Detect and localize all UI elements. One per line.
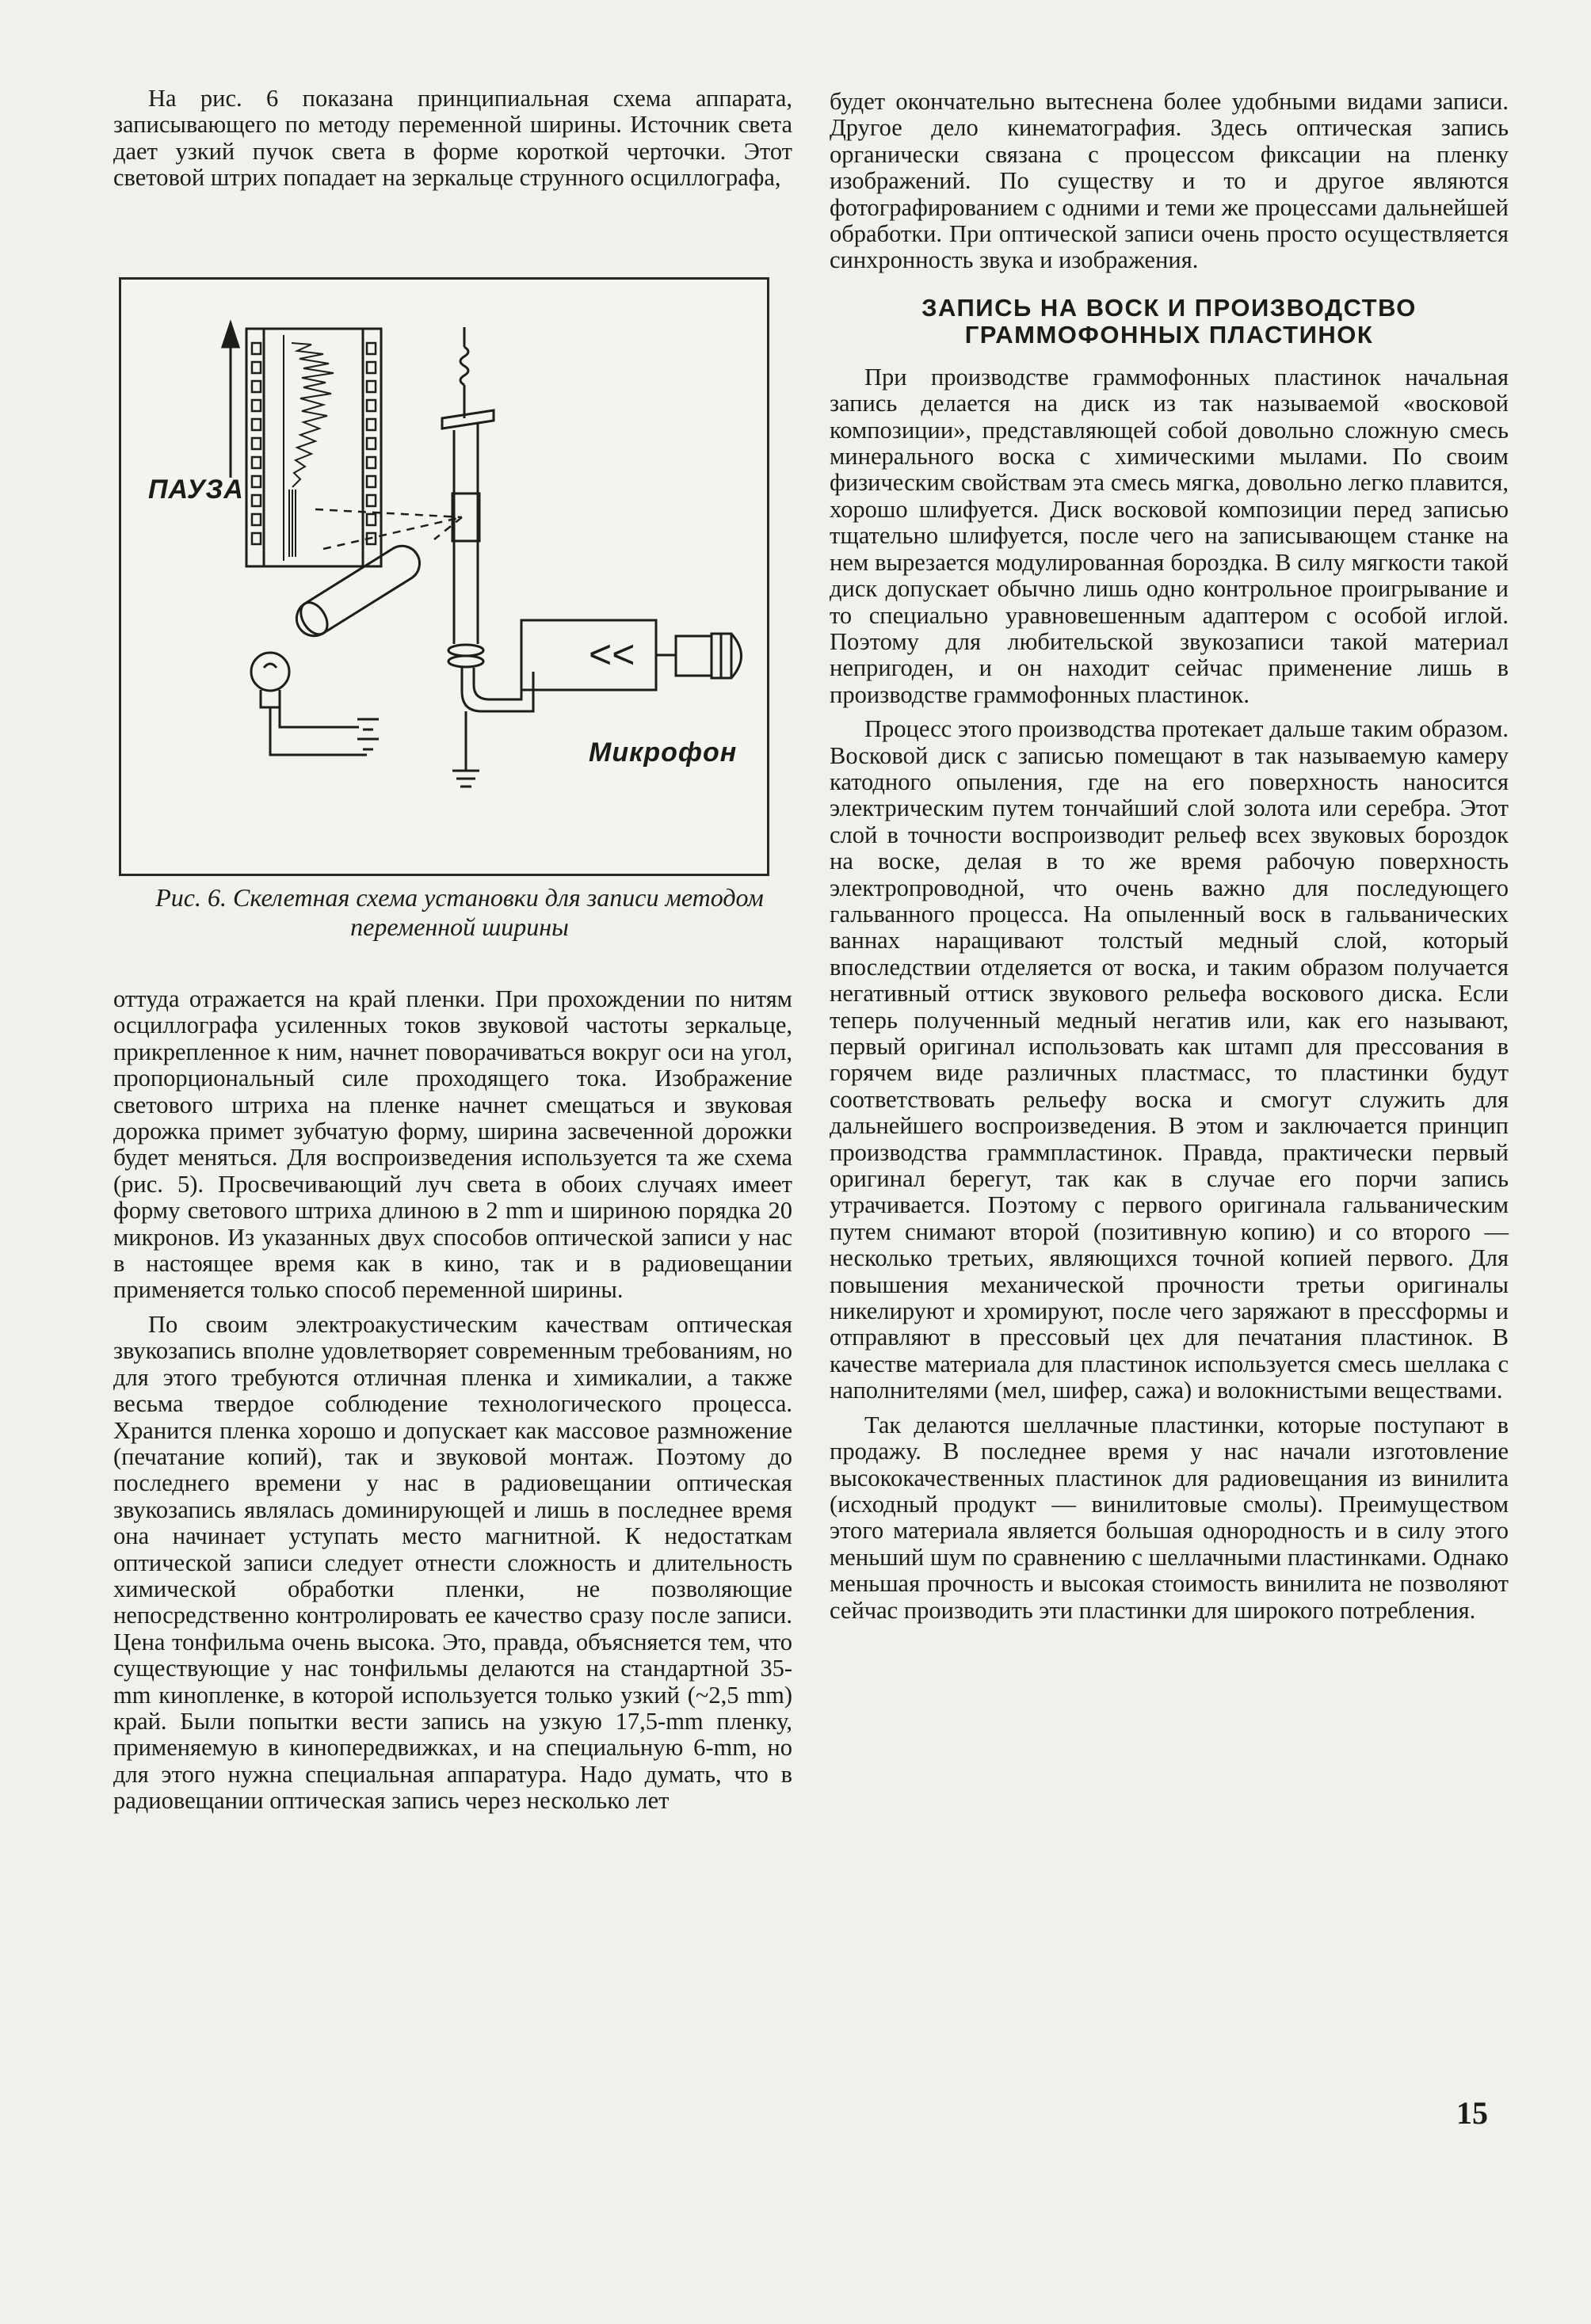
paragraph: По своим электроакустическим качествам оптическая звукозапись вполне удовлетворяет современным требованиям, но для этого требуются отличная пленка и химикалии, а также весьма твердое соблюдение технологического процесса. Хранится пленка хорошо и допускает как массовое размножение (печатание копий), так и звуковой монтаж. Поэтому до последнего времени у нас в радиовещании оптическая звукозапись являлась доминирующей и лишь в последнее время она начинает уступать место магнитной. К недостаткам оптической записи следует отнести сложность и длительность химической обработки пленки, не позволяющие непосредственно контролировать ее качество сразу после записи. Цена тонфильма очень высока. Это, правда, объясняется тем, что существующие у нас тонфильмы делаются на стандартной 35-mm кинопленке, в которой используется только узкий (~2,5 mm) край. Были попытки вести запись на узкую 17,5-mm пленку, применяемую в кинопередвижках, и на специальную 6-mm, но для этого нужна специальная аппаратура. Надо думать, что в радиовещании оптическая запись через несколько лет <box>113 1310 792 1815</box>
left-column-bottom <box>113 986 792 1815</box>
figure-diagram <box>119 277 769 876</box>
paragraph: будет окончательно вытеснена более удобными видами записи. Другое дело кинематография. Здесь оптическая запись органически связана с процессом фиксации на пленку изображений. По существу и то и другое являются фотографированием с одними и теми же процессами дальнейшей обработки. При оптической записи очень просто осуществляется синхронность звука и изображения. <box>830 88 1509 274</box>
right-column <box>830 89 1509 1624</box>
amplifier-symbol: << <box>589 632 635 676</box>
recording-schematic <box>121 280 767 874</box>
paragraph: На рис. 6 показана принципиальная схема аппарата, записывающего по методу переменной ширины. Источник света дает узкий пучок света в форме короткой черточки. Этот световой штрих попадает на зеркальце струнного осциллографа, <box>113 85 792 192</box>
left-column-top <box>113 86 792 192</box>
paragraph: Так делаются шеллачные пластинки, которые поступают в продажу. В последнее время у нас начали изготовление высококачественных пластинок для радиовещания из винилита (исходный продукт — винилитовые смолы). Преимуществом этого материала является большая однородность и в силу этого меньший шум по сравнению с шеллачными пластинками. Однако меньшая прочность и высокая стоимость винилита не позволяют сейчас производить эти пластинки для широкого потребления. <box>830 1411 1509 1624</box>
figure-caption: Рис. 6. Скелетная схема установки для записи методом переменной ширины <box>155 883 764 941</box>
paragraph: оттуда отражается на край пленки. При прохождении по нитям осциллографа усиленных токов звуковой частоты зеркальце, прикрепленное к ним, начнет поворачиваться вокруг оси на угол, пропорциональный силе проходящего тока. Изображение светового штриха на пленке начнет смещаться и звуковая дорожка примет зубчатую форму, ширина засвеченной дорожки будет меняться. Для воспроизведения используется та же схема (рис. 5). Просвечивающий луч света в обоих случаях имеет форму светового штриха длиною в 2 mm и шириною порядка 20 микронов. Из указанных двух способов оптической записи у нас в настоящее время как в кино, так и в радиовещании применяется только способ переменной ширины. <box>113 985 792 1304</box>
paragraph: Процесс этого производства протекает дальше таким образом. Восковой диск с записью помещают в так называемую камеру катодного опыления, где на его поверхность наносится электрическим путем тончайший слой золота или серебра. Этот слой в точности воспроизводит рельеф всех звуковых бороздок на воске, делая в то же время рабочую поверхность электропроводной, что очень важно для последующего гальванного процесса. На опыленный воск в гальванических ваннах наращивают толстый медный слой, который впоследствии отделяется от воска, и таким образом получается негативный оттиск звукового рельефа воскового диска. Если теперь полученный медный негатив или, как его называют, первый оригинал использовать как штамп для прессования в горячем виде различных пластмасс, то пластинки будут соответствовать рельефу воска и смогут служить для дальнейшего воспроизведения. В этом и заключается принцип производства граммпластинок. Правда, практически первый оригинал берегут, так как в случае его порчи запись утрачивается. Поэтому с первого оригинала гальваническим путем снимают второй (позитивную копию) и со второго — несколько третьих, являющихся точной копией первого. Для повышения механической прочности третьи оригиналы никелируют и хромируют, после чего заряжают в прессформы и отправляют в прессовый цех для печатания пластинок. В качестве материала для пластинок используется смесь шеллака с наполнителями (мел, шифер, сажа) и волокнистыми веществами. <box>830 715 1509 1404</box>
page-number: 15 <box>1456 2095 1488 2131</box>
section-heading: ЗАПИСЬ НА ВОСК И ПРОИЗВОДСТВО ГРАММОФОННЫХ ПЛАСТИНОК <box>921 293 1417 349</box>
label-microphone: Микрофон <box>589 737 738 768</box>
paragraph: При производстве граммофонных пластинок начальная запись делается на диск из так называемой «восковой композиции», представляющей собой довольно сложную смесь минерального воска с химическими мылами. По своим физическим свойствам эта смесь мягка, довольно легко плавится, хорошо шлифуется. Диск восковой композиции перед записью тщательно шлифуется, после чего на записывающем станке на нем вырезается модулированная бороздка. В силу мягкости такой диск допускает обычно лишь одно контрольное проигрывание и то специально уравновешенным адаптером с особой иглой. Поэтому для любительской звукозаписи такой материал непригоден, и он находит сейчас применение лишь в производстве граммофонных пластинок. <box>830 363 1509 708</box>
label-pause: ПАУЗА <box>148 474 244 505</box>
